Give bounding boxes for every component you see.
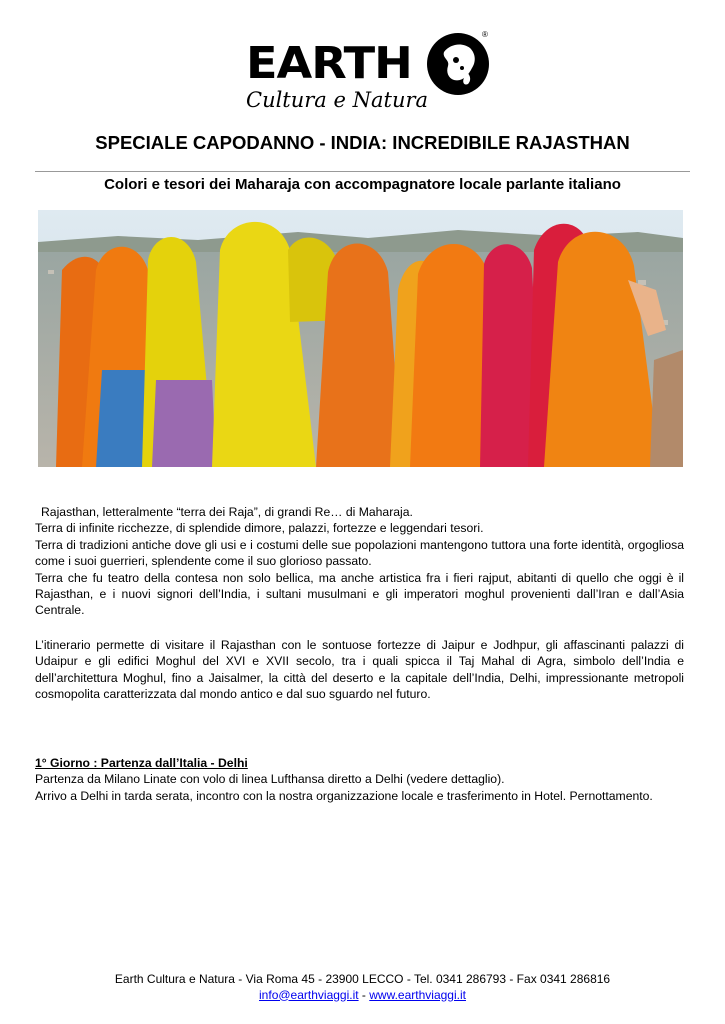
email-link[interactable]: info@earthviaggi.it (259, 987, 359, 1002)
intro-line-4: Terra che fu teatro della contesa non solo bellica, ma anche artistica fra i fieri rajput, abitanti di quello che oggi è il Rajasthan, e i nuovi signori dell’India, i sultani musulmani e gli imperatori moghul provenienti dall’Iran e dall’Asia Centrale. (35, 570, 684, 618)
day-1-section (35, 755, 684, 804)
itinerary-text: L’itinerario permette di visitare il Rajasthan con le sontuose fortezze di Jaipur e Jodhpur, gli affascinanti palazzi di Udaipur e gli edifici Moghul del XVI e XVII secolo, tra i quali spicca il Taj Mahal di Agra, simbolo dell’India e dell’architettura Moghul, fino a Jaisalmer, la città del deserto e la capitale dell’India, Delhi, impressionante metropoli cosmopolita caratterizzata dal mondo antico e dal suo sguardo nel futuro. (35, 638, 684, 702)
registered-mark: ® (482, 30, 488, 39)
day-1-title: 1° Giorno : Partenza dall’Italia - Delhi (35, 756, 248, 770)
itinerary-paragraph (35, 637, 684, 703)
earth-logo (244, 30, 494, 116)
website-link[interactable]: www.earthviaggi.it (369, 987, 466, 1002)
day-1-line-1: Partenza da Milano Linate con volo di linea Lufthansa diretto a Delhi (vedere dettaglio). (35, 772, 505, 787)
intro-line-3: Terra di tradizioni antiche dove gli usi e i costumi delle sue popolazioni mantengono tuttora una forte identità, orgogliosa come i suoi guerrieri, splendente come il suo glorioso passato. (35, 537, 684, 569)
intro-line-2: Terra di infinite ricchezze, di splendide dimore, palazzi, fortezze e leggendari tesori. (35, 521, 484, 536)
rajasthan-women-photo (38, 210, 683, 467)
footer (0, 972, 725, 1003)
title-divider (35, 171, 690, 172)
logo-wordmark: EARTH (246, 38, 412, 89)
globe-icon (426, 32, 490, 96)
footer-address: Earth Cultura e Natura - Via Roma 45 - 23900 LECCO - Tel. 0341 286793 - Fax 0341 286816 (114, 972, 611, 986)
intro-line-1: Rajasthan, letteralmente “terra dei Raja”, di grandi Re… di Maharaja. (41, 505, 413, 519)
intro-paragraph (35, 504, 684, 619)
page-title: SPECIALE CAPODANNO - INDIA: INCREDIBILE RAJASTHAN (95, 132, 630, 153)
day-1-line-2: Arrivo a Delhi in tarda serata, incontro con la nostra organizzazione locale e trasferimento in Hotel. Pernottamento. (35, 788, 653, 803)
footer-links (0, 988, 725, 1004)
logo-tagline: Cultura e Natura (246, 88, 429, 112)
footer-separator: - (358, 987, 370, 1002)
page-subtitle: Colori e tesori dei Maharaja con accompagnatore locale parlante italiano (104, 176, 621, 193)
